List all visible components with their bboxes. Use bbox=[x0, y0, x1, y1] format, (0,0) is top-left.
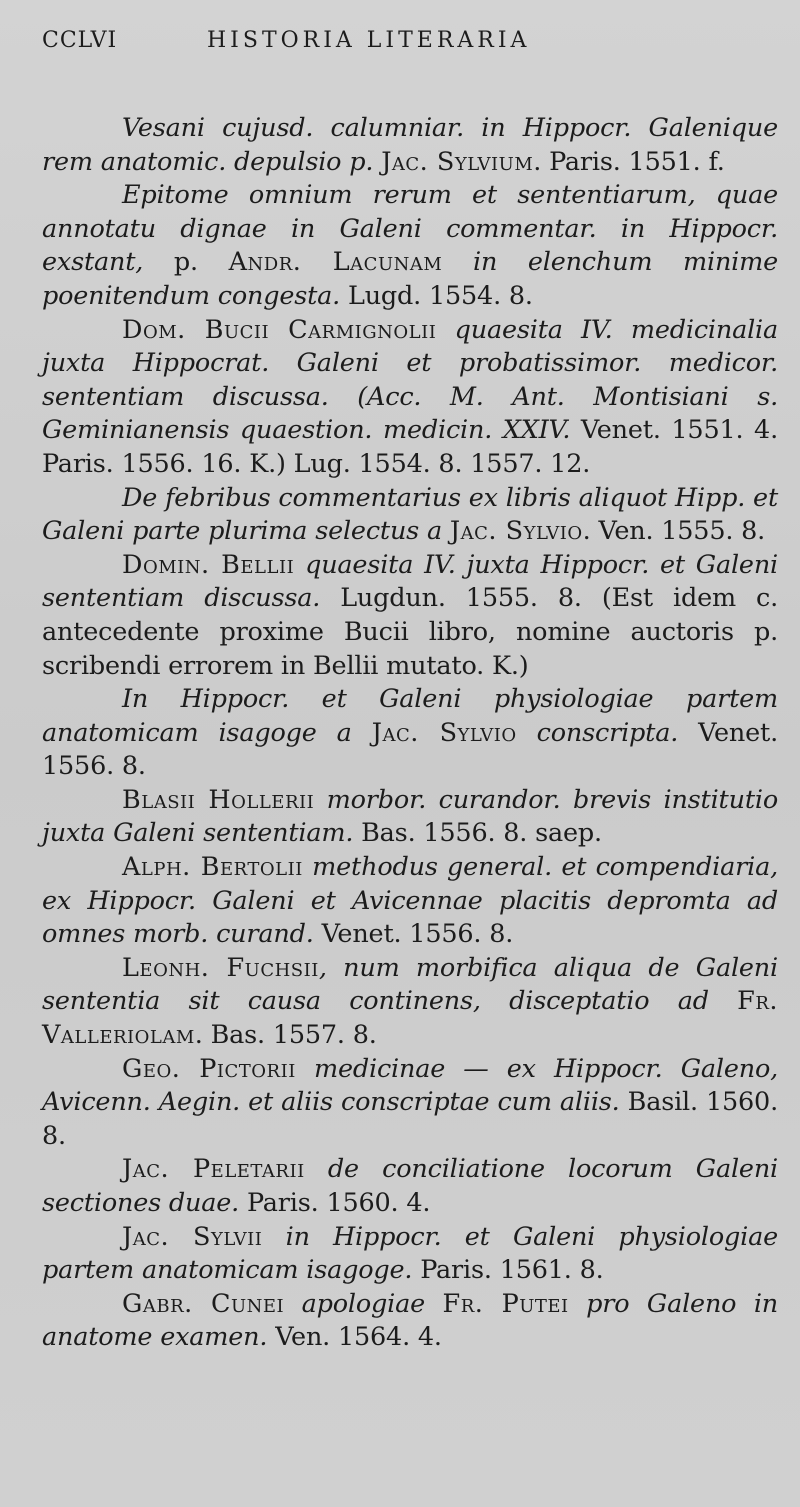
imprint-text: . Paris. 1551. f. bbox=[533, 146, 725, 177]
work-title: , num morbifica aliqua de Galeni sententia sit causa continens, disceptatio ad bbox=[42, 952, 778, 1017]
work-title: Epitome omnium rerum et sententiarum, quae annotatu dignae in Galeni commentar. in Hippocr. exstant, bbox=[42, 180, 778, 278]
bibliography-entry bbox=[42, 784, 778, 851]
imprint-text: Lugd. 1554. 8. bbox=[347, 280, 533, 311]
bibliography-entry bbox=[42, 1288, 778, 1355]
imprint-text: p. bbox=[173, 247, 229, 278]
page-header bbox=[42, 28, 778, 76]
bibliography-entry bbox=[42, 314, 778, 482]
imprint-text: Venet. 1556. 8. bbox=[42, 717, 778, 782]
work-title: in elenchum minime poenitendum congesta. bbox=[42, 247, 778, 311]
imprint-text: Basil. 1560. 8. bbox=[42, 1087, 778, 1151]
author-name: Leonh. Fuchsii bbox=[122, 952, 319, 983]
bibliography-entry bbox=[42, 952, 778, 1053]
author-name: Fr. Valleriolam bbox=[42, 986, 778, 1051]
work-title: quaesita IV. medicinalia juxta Hippocrat. Galeni et probatissimor. medicor. sententiam discussa. (Acc. M. Ant. Montisiani s. Geminianensis quaestion. medicin. XXIV. bbox=[42, 314, 779, 446]
author-name: Jac. Peletarii bbox=[122, 1154, 305, 1185]
imprint-text: Paris. 1561. 8. bbox=[420, 1255, 604, 1286]
author-name: Geo. Pictorii bbox=[122, 1053, 296, 1084]
author-name: Alph. Bertolii bbox=[122, 852, 303, 883]
work-title: conscripta. bbox=[516, 717, 699, 748]
bibliography-entry bbox=[42, 683, 778, 784]
author-name: Andr. Lacunam bbox=[228, 247, 443, 278]
author-name: Jac. Sylvium bbox=[381, 146, 534, 177]
author-name: Dom. Bucii Carmignolii bbox=[122, 314, 437, 345]
author-name: Domin. Bellii bbox=[122, 549, 295, 580]
work-title: pro Galeno in anatome examen. bbox=[42, 1288, 779, 1353]
author-name: Blasii Hollerii bbox=[122, 784, 315, 815]
bibliography-entry bbox=[42, 1153, 778, 1220]
bibliography-entry bbox=[42, 549, 778, 683]
imprint-text: . Bas. 1557. 8. bbox=[194, 1020, 377, 1051]
work-title: morbor. curandor. brevis institutio juxta Galeni sententiam. bbox=[42, 784, 778, 849]
work-title: quaesita IV. juxta Hippocr. et Galeni sententiam discussa. bbox=[42, 549, 778, 614]
author-name: Gabr. Cunei bbox=[122, 1288, 285, 1319]
author-name: Jac. Sylvii bbox=[122, 1221, 263, 1252]
bibliography-entry bbox=[42, 851, 778, 952]
work-title: De febribus commentarius ex libris aliquot Hipp. et Galeni parte plurima selectus a bbox=[42, 482, 778, 547]
work-title: Vesani cujusd. calumniar. in Hippocr. Galenique rem anatomic. depulsio p. bbox=[42, 113, 778, 177]
work-title: apologiae bbox=[284, 1288, 443, 1319]
imprint-text: Lugdun. 1555. 8. (Est idem c. antecedente proxime Bucii libro, nomine auctoris p. scribendi errorem in Bellii mutato. K.) bbox=[42, 583, 778, 681]
bibliography-entry bbox=[42, 1053, 778, 1154]
imprint-text: Paris. 1560. 4. bbox=[246, 1188, 431, 1218]
work-title: de conciliatione locorum Galeni sectiones duae. bbox=[42, 1154, 778, 1218]
page-number: CCLVI bbox=[42, 28, 118, 53]
imprint-text: . Ven. 1555. 8. bbox=[582, 516, 766, 547]
bibliography-entry bbox=[42, 482, 778, 549]
author-name: Jac. Sylvio bbox=[371, 717, 517, 748]
work-title: methodus general. et compendiaria, ex Hippocr. Galeni et Avicennae placitis depromta ad omnes morb. curand. bbox=[42, 852, 778, 950]
imprint-text: Venet. 1556. 8. bbox=[321, 919, 514, 950]
bibliography-entry bbox=[42, 179, 778, 313]
running-title: HISTORIA LITERARIA bbox=[207, 28, 531, 53]
work-title: medicinae — ex Hippocr. Galeno, Avicenn. Aegin. et aliis conscriptae cum aliis. bbox=[42, 1053, 779, 1118]
bibliography-entry bbox=[42, 1221, 778, 1288]
bibliography-list bbox=[42, 112, 778, 1355]
work-title: in Hippocr. et Galeni physiologiae partem anatomicam isagoge. bbox=[42, 1221, 778, 1286]
imprint-text: Ven. 1564. 4. bbox=[275, 1322, 442, 1353]
author-name: Jac. Sylvio bbox=[449, 516, 583, 547]
imprint-text: Venet. 1551. 4. Paris. 1556. 16. K.) Lug. 1554. 8. 1557. 12. bbox=[42, 415, 778, 479]
bibliography-entry bbox=[42, 112, 778, 179]
imprint-text: Bas. 1556. 8. saep. bbox=[361, 818, 602, 849]
author-name: Fr. Putei bbox=[442, 1288, 569, 1319]
work-title: In Hippocr. et Galeni physiologiae partem anatomicam isagoge a bbox=[42, 684, 778, 748]
